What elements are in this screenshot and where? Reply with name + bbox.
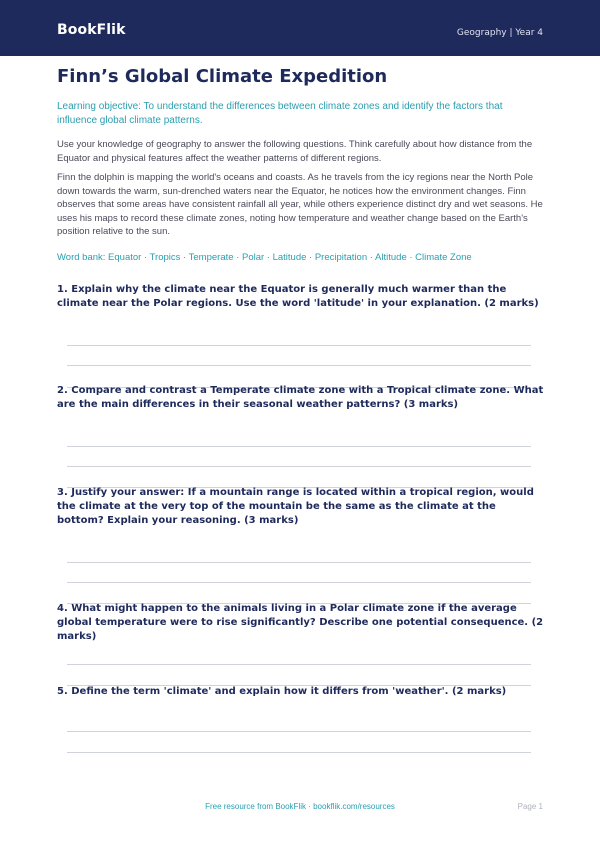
word-bank: Word bank: Equator · Tropics · Temperate · Polar · Latitude · Precipitation · Altitude · Climate Zone	[57, 252, 472, 263]
answer-line[interactable]	[67, 664, 531, 665]
footer-link-text[interactable]: Free resource from BookFlik · bookflik.com/resources	[205, 802, 395, 811]
learning-objective: Learning objective: To understand the differences between climate zones and identify the factors that influence global climate patterns.	[57, 101, 503, 126]
answer-line[interactable]	[67, 752, 531, 753]
question-3: 3. Justify your answer: If a mountain range is located within a tropical region, would the climate at the very top of the mountain be the same as the climate at the bottom? Explain your reasoning. (3 marks)	[57, 487, 534, 526]
brand-logo-text: BookFlik	[57, 22, 126, 38]
answer-line[interactable]	[67, 466, 531, 467]
page-title: Finn’s Global Climate Expedition	[57, 66, 388, 87]
answer-line[interactable]	[67, 446, 531, 447]
instructions-paragraph: Use your knowledge of geography to answer the following questions. Think carefully about how distance from the Equator and physical features affect the weather patterns of different regions.	[57, 139, 533, 164]
answer-line[interactable]	[67, 582, 531, 583]
question-2: 2. Compare and contrast a Temperate climate zone with a Tropical climate zone. What are the main differences in their seasonal weather patterns? (3 marks)	[57, 385, 544, 410]
page-number: Page 1	[517, 802, 543, 811]
answer-line[interactable]	[67, 562, 531, 563]
question-4: 4. What might happen to the animals living in a Polar climate zone if the average global temperature were to rise significantly? Describe one potential consequence. (2 marks)	[57, 603, 544, 642]
question-1: 1. Explain why the climate near the Equator is generally much warmer than the climate near the Polar regions. Use the word 'latitude' in your explanation. (2 marks)	[57, 284, 539, 309]
answer-line[interactable]	[67, 365, 531, 366]
question-5: 5. Define the term 'climate' and explain how it differs from 'weather'. (2 marks)	[57, 686, 507, 697]
answer-line[interactable]	[67, 345, 531, 346]
story-paragraph: Finn the dolphin is mapping the world's oceans and coasts. As he travels from the icy regions near the North Pole down towards the warm, sun-drenched waters near the Equator, he notices how the environment changes. Finn observes that some areas have consistent rainfall all year, while others experience distinct dry and wet seasons. He uses his maps to record these climate zones, noting how temperature and weather change based on the Earth's position relative to the sun.	[57, 172, 543, 238]
answer-line[interactable]	[67, 731, 531, 732]
subject-year-label: Geography | Year 4	[456, 28, 543, 38]
page-header	[0, 0, 600, 56]
